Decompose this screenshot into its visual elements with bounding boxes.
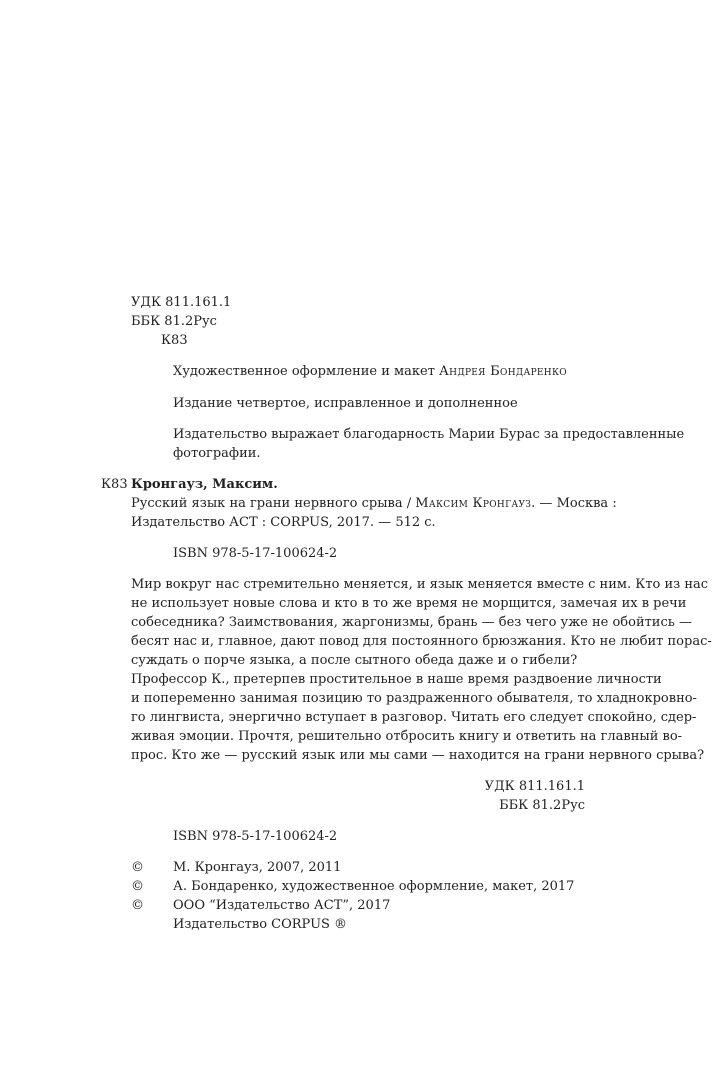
annotation-line: го лингвиста, энергично вступает в разговор. Читать его следует спокойно, сдер- bbox=[131, 710, 697, 725]
footer-isbn: ISBN 978-5-17-100624-2 bbox=[173, 829, 338, 844]
copyright-author: М. Кронгауз, 2007, 2011 bbox=[173, 860, 342, 875]
annotation-line: Мир вокруг нас стремительно меняется, и язык меняется вместе с ним. Кто из нас bbox=[131, 577, 709, 592]
edition-note: Издание четвертое, исправленное и дополненное bbox=[173, 396, 518, 411]
thanks-note-line1: Издательство выражает благодарность Марии Бурас за предоставленные bbox=[173, 427, 685, 442]
copyright-sign: © bbox=[131, 860, 144, 875]
design-credit bbox=[173, 362, 567, 381]
copyright-publisher: ООО “Издательство АСТ”, 2017 bbox=[173, 898, 391, 913]
footer-bbk-code: ББК 81.2Рус bbox=[499, 798, 585, 813]
annotation-line: не использует новые слова и кто в то же время не морщится, замечая их в речи bbox=[131, 596, 687, 611]
catalog-author-name: Максим Кронгауз bbox=[415, 496, 532, 511]
catalog-code: К83 bbox=[101, 477, 128, 492]
annotation-line: суждать о порче языка, а после сытного обеда даже и о гибели? bbox=[131, 653, 578, 668]
copyright-designer: А. Бондаренко, художественное оформление, макет, 2017 bbox=[173, 879, 575, 894]
catalog-title: Русский язык на грани нервного срыва / bbox=[131, 496, 416, 511]
catalog-publisher-line: Издательство АСТ : CORPUS, 2017. — 512 с. bbox=[131, 515, 436, 530]
thanks-note-line2: фотографии. bbox=[173, 446, 261, 461]
annotation-line: бесят нас и, главное, дают повод для постоянного брюзжания. Кто не любит порас- bbox=[131, 634, 712, 649]
annotation-line: и попеременно занимая позицию то раздраженного обывателя, то хладнокровно- bbox=[131, 691, 697, 706]
annotation-line: живая эмоции. Прочтя, решительно отбросить книгу и ответить на главный во- bbox=[131, 729, 683, 744]
catalog-author: Кронгауз, Максим. bbox=[131, 477, 278, 492]
catalog-place: . — Москва : bbox=[531, 496, 617, 511]
design-credit-prefix: Художественное оформление и макет bbox=[173, 364, 440, 379]
copyright-sign: © bbox=[131, 879, 144, 894]
bbk-code: ББК 81.2Рус bbox=[131, 314, 217, 329]
designer-name: Андрея Бондаренко bbox=[439, 364, 567, 379]
annotation-line: прос. Кто же — русский язык или мы сами — находится на грани нервного срыва? bbox=[131, 748, 705, 763]
catalog-title-line bbox=[131, 494, 617, 513]
annotation-line: собеседника? Заимствования, жаргонизмы, брань — без чего уже не обойтись — bbox=[131, 615, 692, 630]
copyright-sign: © bbox=[131, 898, 144, 913]
udk-code: УДК 811.161.1 bbox=[131, 295, 232, 310]
publisher-imprint: Издательство CORPUS ® bbox=[173, 917, 348, 932]
annotation-line: Профессор К., претерпев простительное в наше время раздвоение личности bbox=[131, 672, 662, 687]
footer-udk-code: УДК 811.161.1 bbox=[484, 779, 585, 794]
catalog-isbn: ISBN 978-5-17-100624-2 bbox=[173, 546, 338, 561]
author-code: К83 bbox=[161, 333, 188, 348]
